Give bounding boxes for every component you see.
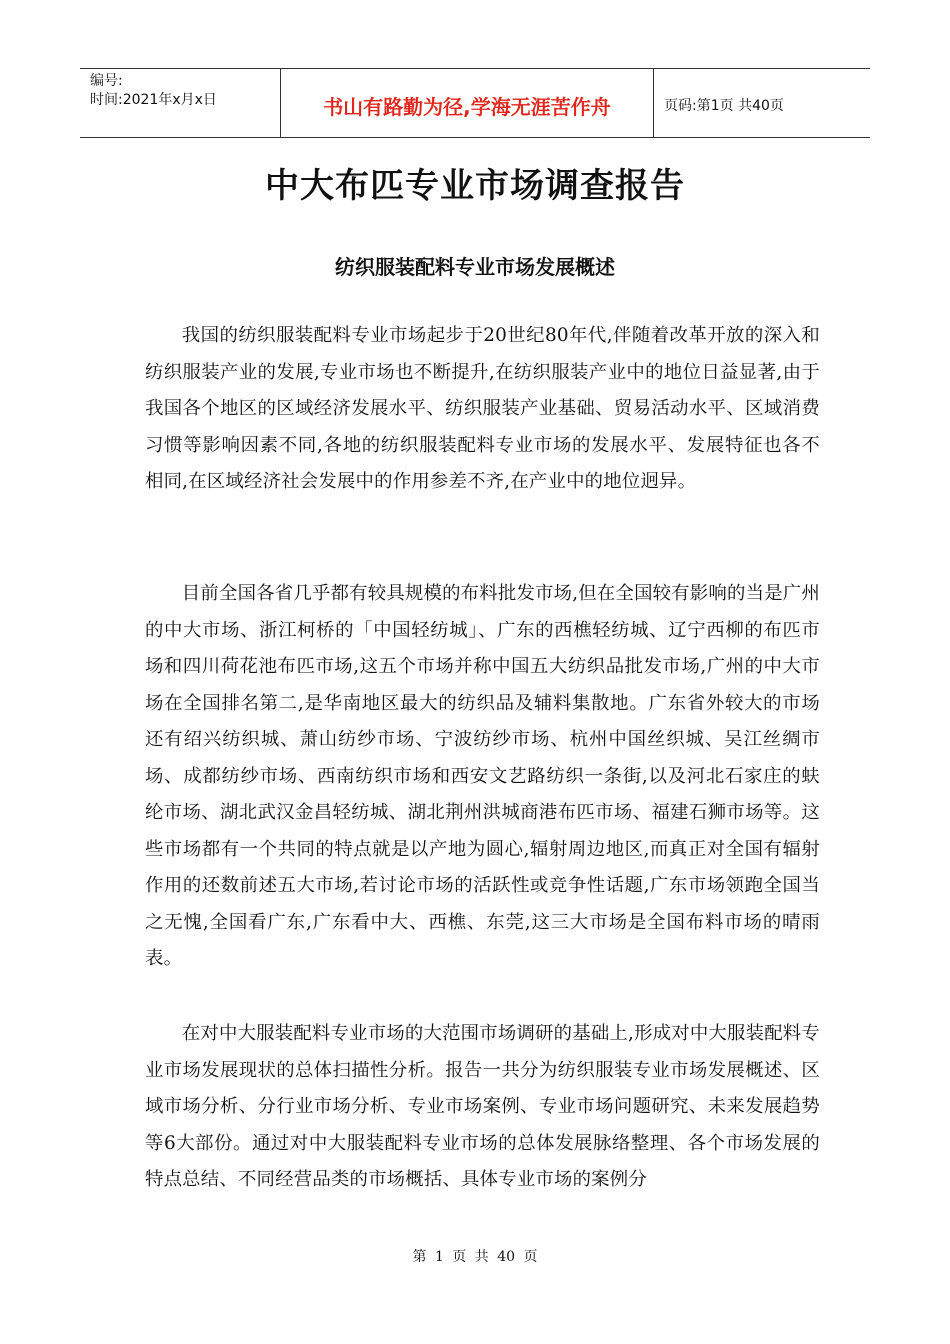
paragraph: 在对中大服装配料专业市场的大范围市场调研的基础上,形成对中大服装配料专业市场发展现状的总体扫描性分析。报告一共分为纺织服装专业市场发展概述、区域市场分析、分行业市场分析、专业市场案例、专业市场问题研究、未来发展趋势等6大部份。通过对中大服装配料专业市场的总体发展脉络整理、各个市场发展的特点总结、不同经营品类的市场概括、具体专业市场的案例分	[145, 1023, 820, 1190]
paragraph: 我国的纺织服装配料专业市场起步于20世纪80年代,伴随着改革开放的深入和纺织服装产业的发展,专业市场也不断提升,在纺织服装产业中的地位日益显著,由于我国各个地区的区域经济发展水平、纺织服装产业基础、贸易活动水平、区域消费习惯等影响因素不同,各地的纺织服装配料专业市场的发展水平、发展特征也各不相同,在区域经济社会发展中的作用参差不齐,在产业中的地位迥异。	[145, 325, 820, 492]
header-motto: 书山有路勤为径,学海无涯苦作舟	[281, 69, 654, 137]
paragraph: 目前全国各省几乎都有较具规模的布料批发市场,但在全国较有影响的当是广州的中大市场、浙江柯桥的「中国轻纺城」、广东的西樵轻纺城、辽宁西柳的布匹市场和四川荷花池布匹市场,这五个市场并称中国五大纺织品批发市场,广州的中大市场在全国排名第二,是华南地区最大的纺织品及辅料集散地。广东省外较大的市场还有绍兴纺织城、萧山纺纱市场、宁波纺纱市场、杭州中国丝织城、吴江丝绸市场、成都纺纱市场、西南纺织市场和西安文艺路纺织一条街,以及河北石家庄的蚨纶市场、湖北武汉金昌轻纺城、湖北荆州洪城商港布匹市场、福建石狮市场等。这些市场都有一个共同的特点就是以产地为圆心,辐射周边地区,而真正对全国有辐射作用的还数前述五大市场,若讨论市场的活跃性或竞争性话题,广东市场领跑全国当之无愧,全国看广东,广东看中大、西樵、东莞,这三大市场是全国布料市场的晴雨表。	[145, 583, 820, 969]
document-time: 时间:2021年x月x日	[90, 92, 217, 108]
page-footer: 第 1 页 共 40 页	[412, 1249, 538, 1265]
header-table	[80, 68, 870, 138]
document-title: 中大布匹专业市场调查报告	[265, 166, 685, 206]
section-title: 纺织服装配料专业市场发展概述	[335, 255, 615, 279]
header-meta-cell	[80, 69, 281, 137]
header-page-info: 页码:第1页 共40页	[664, 98, 784, 114]
document-number: 编号:	[90, 73, 123, 89]
